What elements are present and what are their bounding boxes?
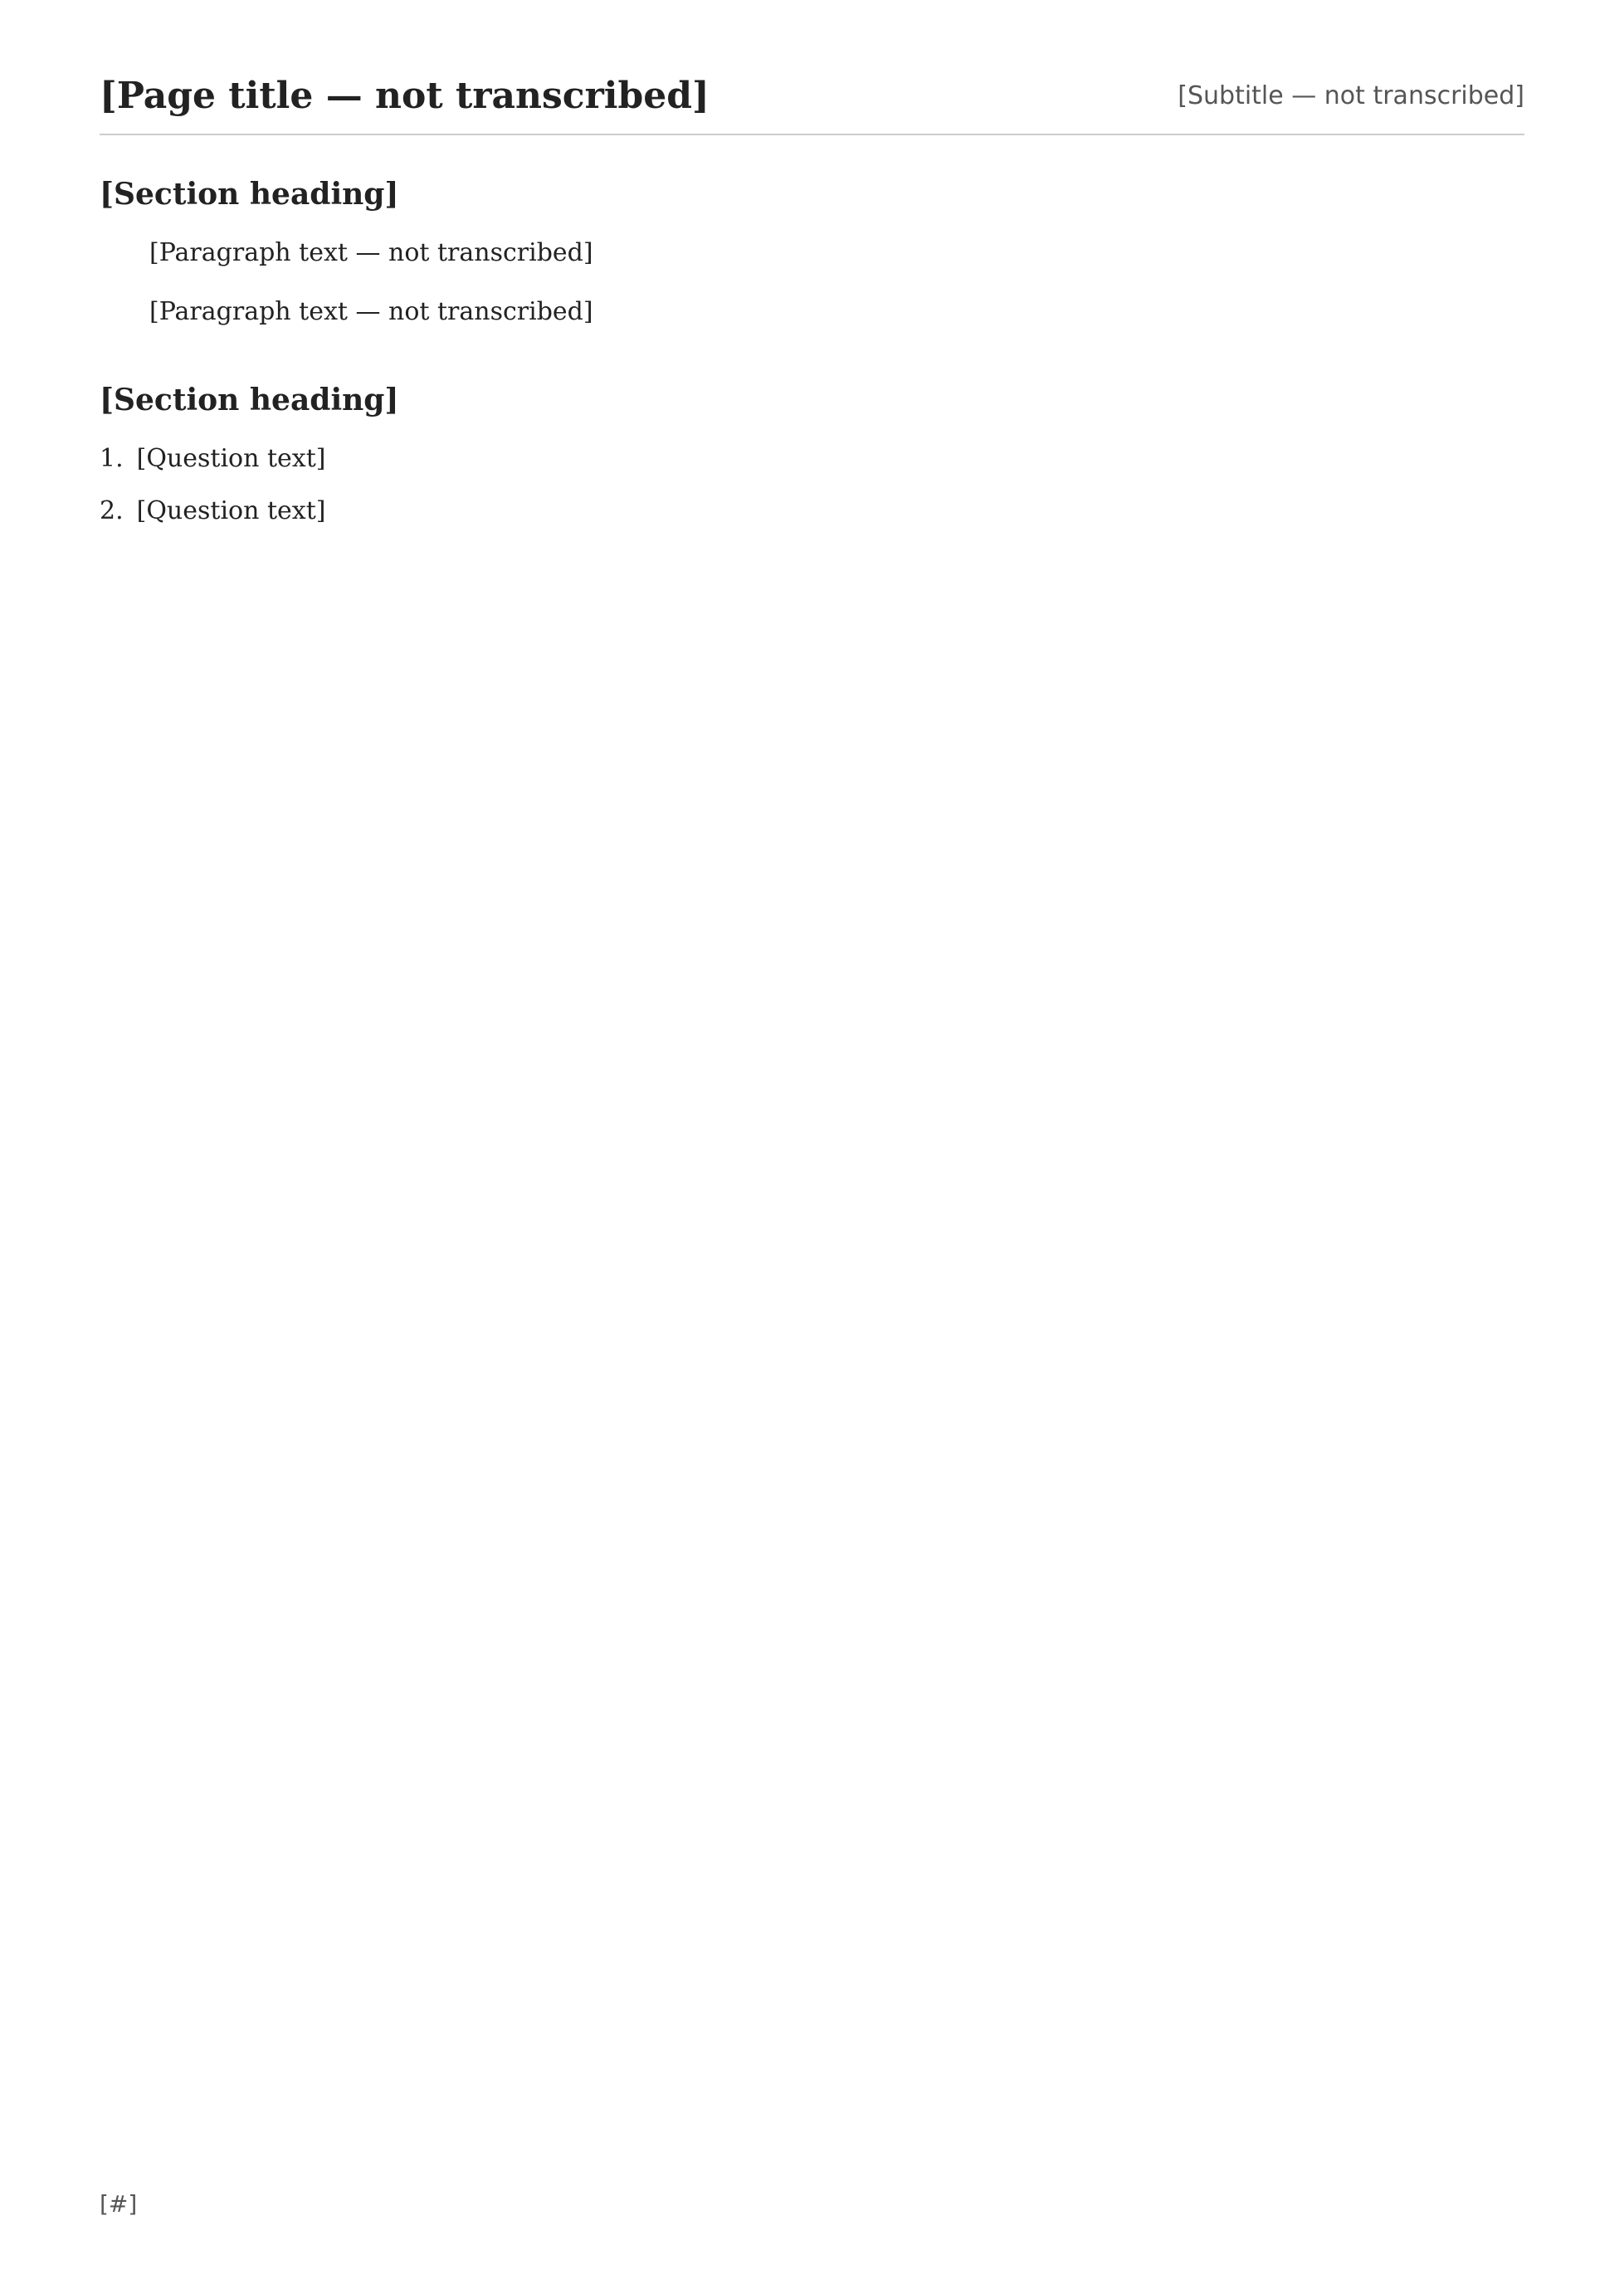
question-number: 2. <box>100 496 124 525</box>
page-number: [#] <box>100 2190 138 2218</box>
questions-section <box>100 383 1524 532</box>
paragraph: [Paragraph text — not transcribed] <box>149 238 593 267</box>
section-heading: [Section heading] <box>100 177 399 212</box>
question-text: [Question text] <box>136 444 326 473</box>
question-text: [Question text] <box>136 496 326 525</box>
question-number: 1. <box>100 444 124 473</box>
page-header <box>100 75 1524 135</box>
page-subtitle: [Subtitle — not transcribed] <box>1178 81 1524 110</box>
question-item <box>100 490 1524 532</box>
paragraph: [Paragraph text — not transcribed] <box>149 297 593 326</box>
page-title: [Page title — not transcribed] <box>100 75 710 117</box>
question-item <box>100 437 1524 480</box>
section-heading: [Section heading] <box>100 383 399 417</box>
reading-section <box>100 177 1524 333</box>
page-footer <box>100 2190 137 2218</box>
